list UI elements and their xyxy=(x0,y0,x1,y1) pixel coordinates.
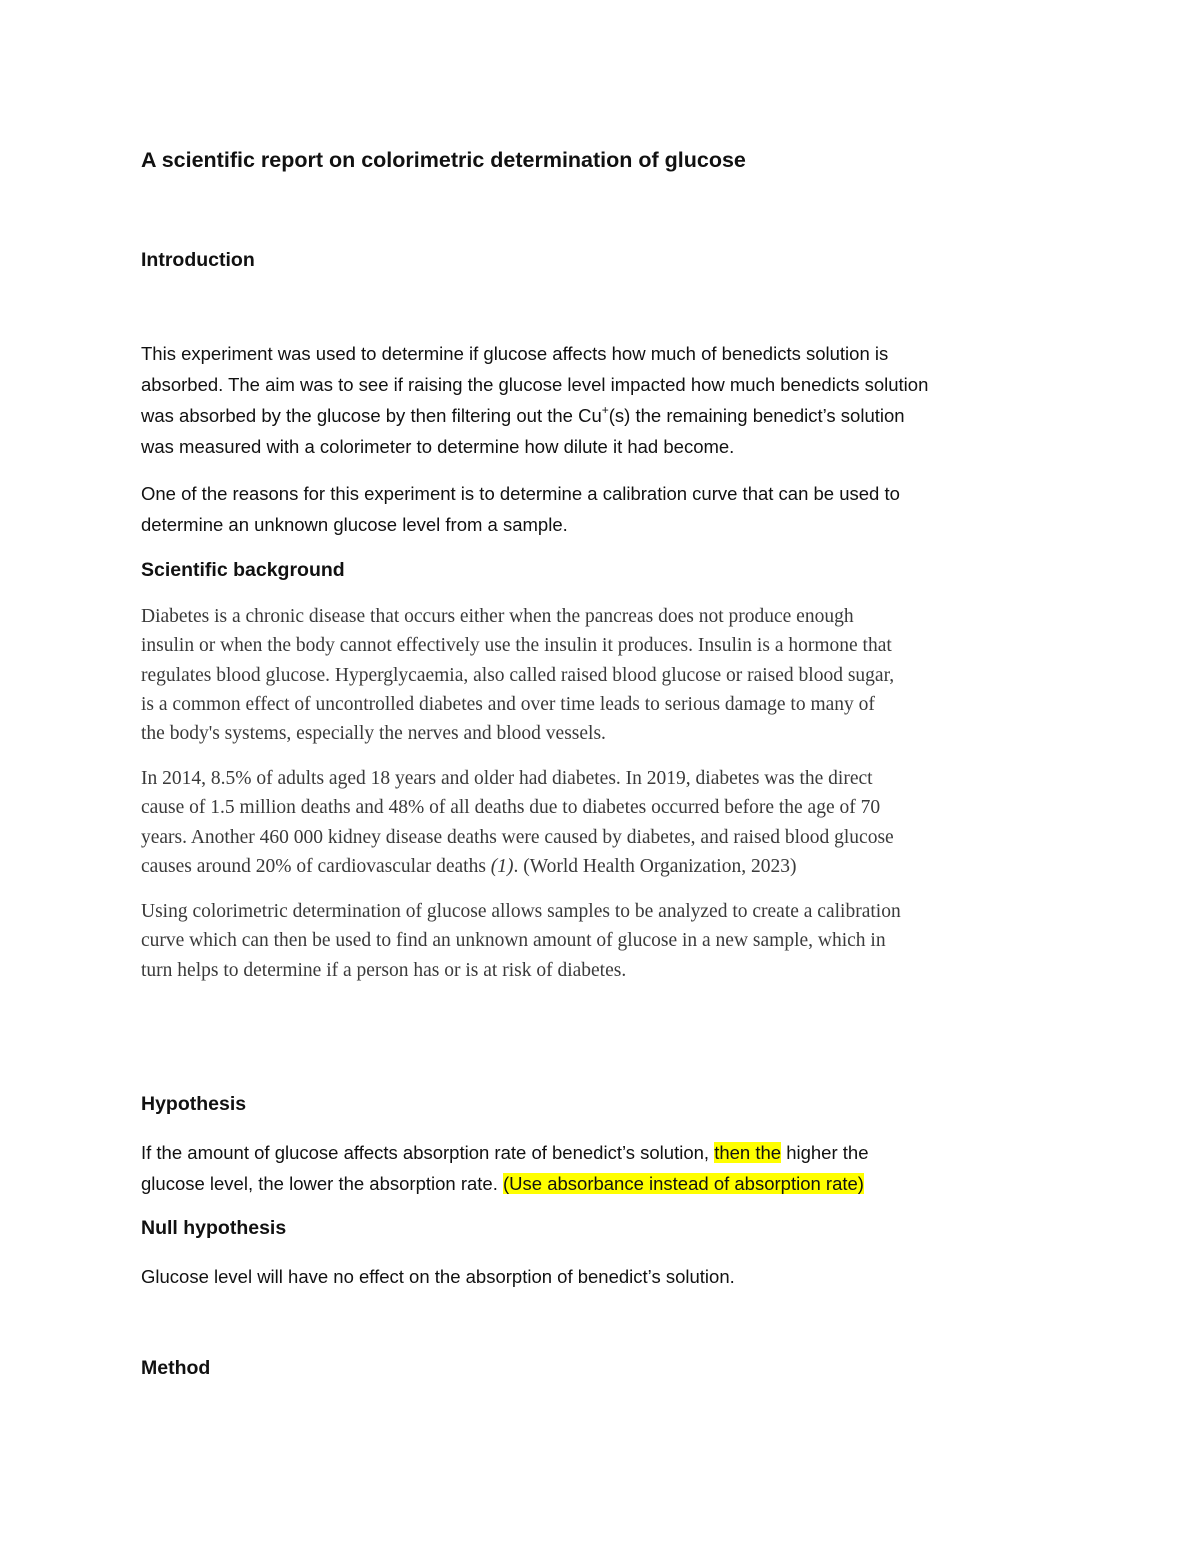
text-segment: glucose level, the lower the absorption rate. xyxy=(141,1173,503,1194)
method-heading: Method xyxy=(141,1357,211,1379)
text-line: determine an unknown glucose level from a sample. xyxy=(141,514,568,535)
text-line: cause of 1.5 million deaths and 48% of all deaths due to diabetes occurred before the age of 70 xyxy=(141,797,881,819)
reference-number: (1) xyxy=(490,855,514,877)
introduction-paragraph-1 xyxy=(141,338,928,462)
highlighted-comment: (Use absorbance instead of absorption rate) xyxy=(503,1173,864,1194)
text-line: In 2014, 8.5% of adults aged 18 years and older had diabetes. In 2019, diabetes was the direct xyxy=(141,768,873,789)
text-line: This experiment was used to determine if glucose affects how much of benedicts solution is xyxy=(141,343,889,364)
text-line: is a common effect of uncontrolled diabetes and over time leads to serious damage to many of xyxy=(141,693,875,715)
text-line: the body's systems, especially the nerves and blood vessels. xyxy=(141,723,606,745)
introduction-heading: Introduction xyxy=(141,249,255,271)
hypothesis-heading: Hypothesis xyxy=(141,1093,247,1115)
text-line xyxy=(141,1168,869,1199)
text-segment: causes around 20% of cardiovascular deaths xyxy=(141,855,491,877)
introduction-paragraph-2 xyxy=(141,478,900,540)
text-line: One of the reasons for this experiment is to determine a calibration curve that can be used to xyxy=(141,483,900,504)
text-line: turn helps to determine if a person has or is at risk of diabetes. xyxy=(141,959,627,981)
citation-text: . (World Health Organization, 2023) xyxy=(513,855,797,877)
text-segment: was absorbed by the glucose by then filtering out the Cu xyxy=(141,405,602,426)
text-line: regulates blood glucose. Hyperglycaemia, also called raised blood glucose or raised blood sugar, xyxy=(141,664,895,686)
scientific-background-heading: Scientific background xyxy=(141,559,345,581)
text-line: was measured with a colorimeter to determine how dilute it had become. xyxy=(141,436,735,457)
text-line-with-citation xyxy=(141,852,894,881)
background-paragraph-3 xyxy=(141,897,901,985)
text-segment: higher the xyxy=(781,1142,869,1163)
document-title: A scientific report on colorimetric determination of glucose xyxy=(141,148,746,172)
text-segment: If the amount of glucose affects absorption rate of benedict’s solution, xyxy=(141,1142,715,1163)
text-line xyxy=(141,1137,869,1168)
null-hypothesis-paragraph xyxy=(141,1261,735,1292)
null-hypothesis-heading: Null hypothesis xyxy=(141,1217,287,1239)
highlighted-text: then the xyxy=(714,1142,782,1163)
text-line: absorbed. The aim was to see if raising the glucose level impacted how much benedicts solution xyxy=(141,374,929,395)
background-paragraph-1 xyxy=(141,602,894,748)
text-line: Using colorimetric determination of glucose allows samples to be analyzed to create a calibration xyxy=(141,901,901,922)
text-line: Glucose level will have no effect on the absorption of benedict’s solution. xyxy=(141,1266,735,1287)
text-line: years. Another 460 000 kidney disease deaths were caused by diabetes, and raised blood glucose xyxy=(141,826,894,848)
background-paragraph-2 xyxy=(141,764,894,881)
text-line: Diabetes is a chronic disease that occurs either when the pancreas does not produce enough xyxy=(141,606,854,627)
text-line-with-superscript xyxy=(141,400,928,431)
superscript-plus: + xyxy=(601,403,609,417)
text-segment: (s) the remaining benedict’s solution xyxy=(608,405,905,426)
hypothesis-paragraph xyxy=(141,1137,869,1199)
text-line: insulin or when the body cannot effectively use the insulin it produces. Insulin is a hormone that xyxy=(141,635,892,657)
text-line: curve which can then be used to find an unknown amount of glucose in a new sample, which in xyxy=(141,930,886,952)
